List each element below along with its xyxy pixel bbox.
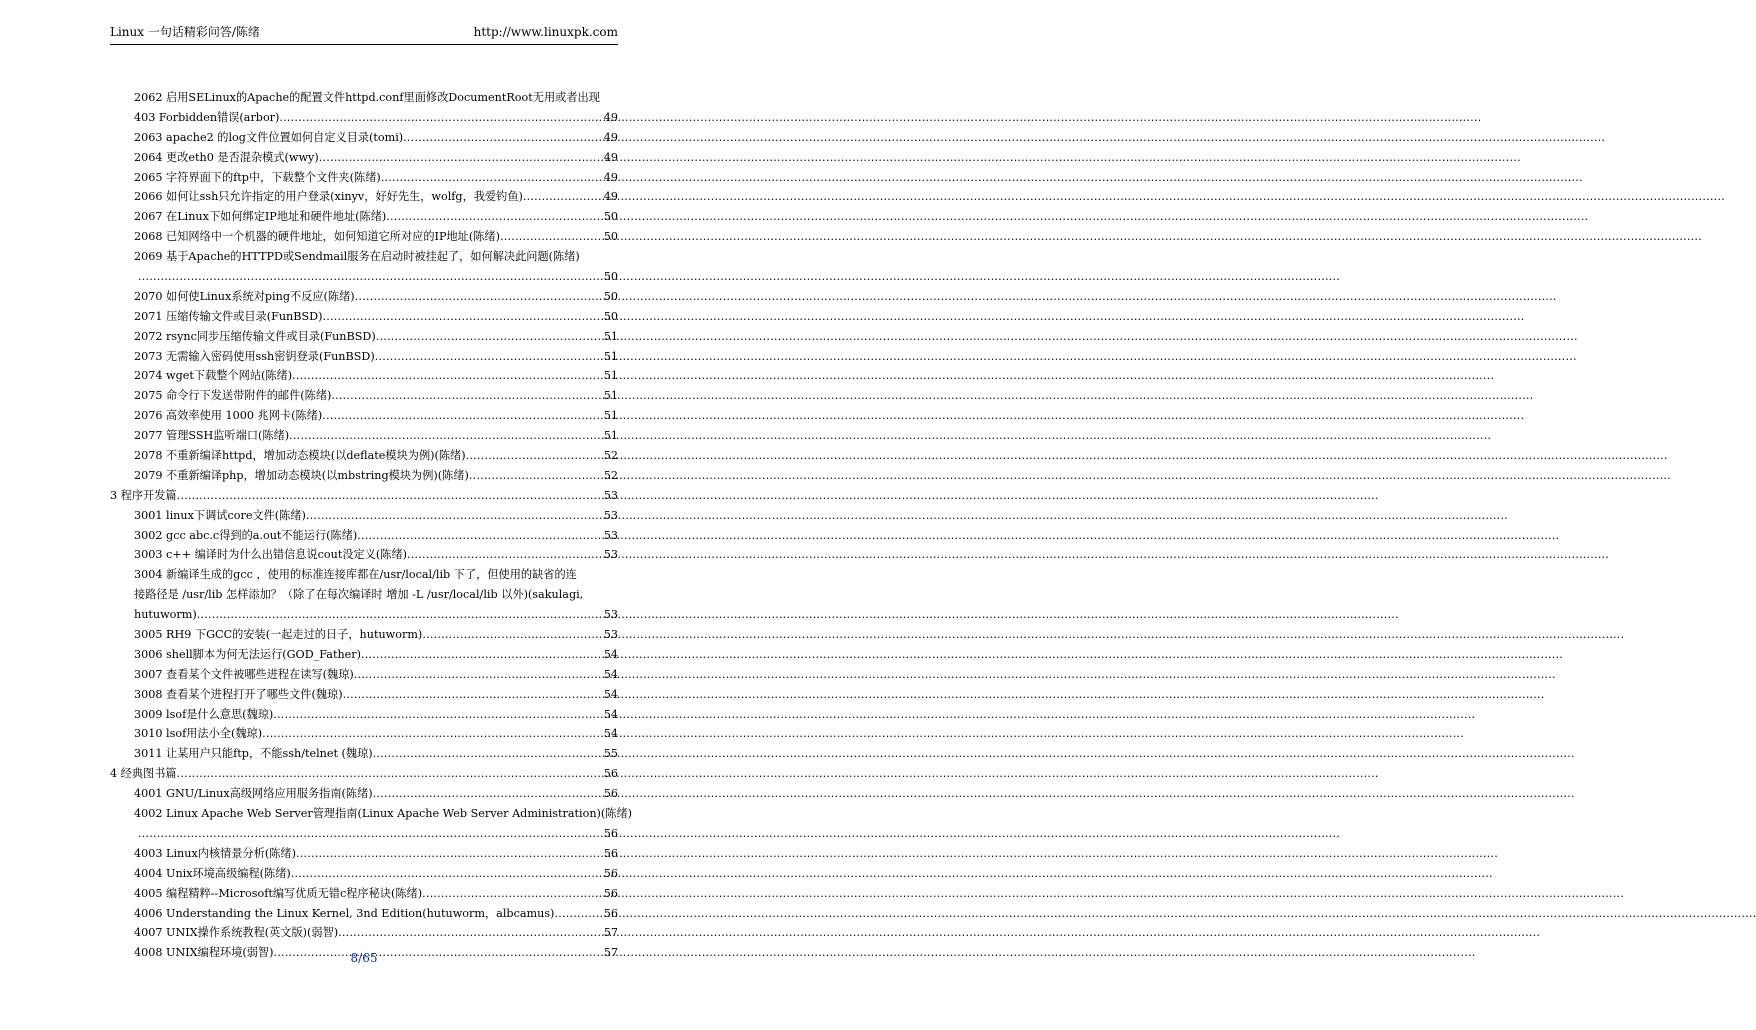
toc-leader-dots (373, 784, 604, 804)
toc-entry[interactable] (110, 406, 618, 426)
toc-leader-dots (138, 267, 604, 287)
toc-entry-title: 2072 rsync同步压缩传输文件或目录(FunBSD) (134, 329, 376, 343)
toc-leader-dots (422, 884, 604, 904)
toc-entry[interactable] (110, 386, 618, 406)
toc-page-number: 49 (603, 110, 618, 124)
toc-entry[interactable] (110, 665, 618, 685)
toc-page-number: 57 (603, 946, 618, 960)
toc-entry[interactable] (110, 227, 618, 247)
toc-page-number: 57 (603, 926, 618, 940)
toc-leader-dots (381, 168, 604, 188)
toc-entry-title: 4007 UNIX操作系统教程(英文版)(弱智) (134, 926, 339, 940)
toc-page-number: 54 (603, 647, 618, 661)
toc-entry-title: 4001 GNU/Linux高级网络应用服务指南(陈绪) (134, 787, 373, 801)
toc-entry-title: 3011 让某用户只能ftp，不能ssh/telnet (魏琼) (134, 747, 373, 761)
toc-entry[interactable] (110, 466, 618, 486)
toc-entry-title: 3008 查看某个进程打开了哪些文件(魏琼) (134, 687, 343, 701)
toc-entry-title: 4004 Unix环境高级编程(陈绪) (134, 866, 291, 880)
toc-entry-title: 4003 Linux内核情景分析(陈绪) (134, 846, 296, 860)
toc-entry-title: 2069 基于Apache的HTTPD或Sendmail服务在启动时被挂起了，如何解决此问题(陈绪) (134, 250, 580, 264)
toc-entry[interactable] (110, 804, 633, 824)
toc-page-number: 50 (603, 270, 618, 283)
toc-leader-dots (322, 307, 603, 327)
toc-leader-dots (554, 904, 603, 924)
toc-entry[interactable] (110, 446, 618, 466)
toc-leader-dots (296, 844, 604, 864)
header-title: Linux 一句话精彩问答/陈绪 (110, 25, 260, 39)
toc-entry[interactable] (110, 764, 618, 784)
toc-page-number: 50 (603, 289, 618, 303)
toc-entry[interactable] (110, 824, 618, 844)
toc-entry-title: 2063 apache2 的log文件位置如何自定义目录(tomi) (134, 130, 404, 144)
toc-entry-title: 4 经典图书篇 (110, 767, 177, 781)
toc-entry[interactable] (110, 506, 618, 526)
toc-leader-dots (262, 724, 604, 744)
toc-leader-dots (407, 545, 604, 565)
toc-leader-dots (279, 108, 603, 128)
toc-entry-title: 3009 lsof是什么意思(魏琼) (134, 707, 274, 721)
toc-leader-dots (292, 366, 604, 386)
toc-leader-dots (343, 685, 604, 705)
toc-entry[interactable] (110, 426, 618, 446)
toc-page-number: 49 (603, 170, 618, 184)
toc-entry[interactable] (110, 267, 618, 287)
toc-leader-dots (361, 645, 604, 665)
toc-leader-dots (375, 347, 604, 367)
toc-leader-dots (322, 406, 604, 426)
toc-leader-dots (386, 207, 604, 227)
toc-entry-title: 2073 无需输入密码使用ssh密钥登录(FunBSD) (134, 349, 375, 363)
toc-leader-dots (469, 466, 604, 486)
toc-entry[interactable] (110, 486, 618, 506)
toc-leader-dots (138, 824, 604, 844)
table-of-contents (110, 88, 633, 963)
toc-page-number: 53 (603, 488, 618, 502)
toc-entry[interactable] (110, 187, 618, 207)
toc-entry[interactable] (110, 645, 618, 665)
toc-page-number: 56 (603, 906, 618, 920)
toc-entry-title: 3 程序开发篇 (110, 488, 177, 502)
toc-entry-title: 3002 gcc abc.c得到的a.out不能运行(陈绪) (134, 528, 358, 542)
toc-page-number: 49 (603, 150, 618, 164)
toc-entry[interactable] (110, 625, 618, 645)
toc-page-number: 56 (603, 866, 618, 880)
toc-leader-dots (403, 128, 604, 148)
toc-entry-title: 403 Forbidden错误(arbor) (134, 110, 280, 124)
toc-page-number: 50 (603, 230, 618, 244)
toc-entry-title: 3010 lsof用法小全(魏琼) (134, 727, 263, 741)
toc-page-number: 56 (603, 787, 618, 801)
toc-entry[interactable] (110, 904, 618, 924)
toc-entry[interactable] (110, 366, 618, 386)
toc-leader-dots (197, 605, 604, 625)
toc-page-number: 49 (603, 190, 618, 204)
toc-leader-dots (500, 227, 604, 247)
toc-entry-title: hutuworm) (134, 608, 197, 622)
toc-entry-title: 3005 RH9 下GCC的安装(一起走过的日子，hutuworm) (134, 628, 423, 642)
toc-entry-title: 2070 如何使Linux系统对ping不反应(陈绪) (134, 289, 355, 303)
toc-entry[interactable] (110, 207, 618, 227)
toc-page-number: 53 (603, 608, 618, 622)
toc-entry[interactable] (110, 88, 618, 108)
toc-entry-title: 2065 字符界面下的ftp中，下载整个文件夹(陈绪) (134, 170, 381, 184)
toc-page-number: 53 (603, 528, 618, 542)
toc-page-number: 54 (603, 727, 618, 741)
toc-page-number: 51 (603, 429, 618, 443)
toc-entry[interactable] (110, 247, 618, 267)
toc-entry-title: 3001 linux下调试core文件(陈绪) (134, 508, 306, 522)
toc-leader-dots (355, 287, 604, 307)
toc-entry[interactable] (110, 585, 618, 605)
toc-page-number: 53 (603, 548, 618, 562)
toc-entry[interactable] (110, 108, 618, 128)
toc-entry[interactable] (110, 565, 618, 585)
toc-entry-title: 4008 UNIX编程环境(弱智) (134, 946, 274, 960)
toc-entry[interactable] (110, 545, 618, 565)
toc-entry-title: 3003 c++ 编译时为什么出错信息说cout没定义(陈绪) (134, 548, 408, 562)
toc-leader-dots (354, 665, 604, 685)
toc-entry-title: 2066 如何让ssh只允许指定的用户登录(xinyv，好好先生，wolfg，我爱钓鱼) (134, 190, 523, 204)
toc-leader-dots (373, 744, 604, 764)
toc-page-number: 52 (603, 449, 618, 463)
toc-leader-dots (273, 705, 603, 725)
toc-entry-title: 2077 管理SSH监听端口(陈绪) (134, 429, 290, 443)
toc-entry-title: 3004 新编译生成的gcc ，使用的标准连接库都在/usr/local/lib 下了，但使用的缺省的连 (134, 568, 577, 582)
toc-page-number: 54 (603, 687, 618, 701)
toc-entry[interactable] (110, 844, 618, 864)
toc-leader-dots (331, 386, 603, 406)
toc-entry[interactable] (110, 168, 618, 188)
toc-entry[interactable] (110, 287, 618, 307)
toc-page-number: 56 (603, 846, 618, 860)
toc-entry[interactable] (110, 884, 618, 904)
toc-leader-dots (319, 148, 604, 168)
toc-leader-dots (289, 426, 604, 446)
toc-page-number: 54 (603, 667, 618, 681)
toc-page-number: 53 (603, 508, 618, 522)
toc-entry[interactable] (110, 327, 618, 347)
toc-page-number: 51 (603, 329, 618, 343)
page-header (110, 24, 618, 40)
toc-page-number: 50 (603, 210, 618, 224)
toc-entry[interactable] (110, 148, 618, 168)
toc-entry-title: 3007 查看某个文件被哪些进程在读写(魏琼) (134, 667, 354, 681)
toc-page-number: 56 (603, 826, 618, 840)
toc-entry-title: 2068 已知网络中一个机器的硬件地址，如何知道它所对应的IP地址(陈绪) (134, 230, 500, 244)
toc-leader-dots (357, 526, 603, 546)
toc-page-number: 51 (603, 349, 618, 363)
toc-page-number: 49 (603, 130, 618, 144)
toc-entry[interactable] (110, 605, 618, 625)
toc-page-number: 51 (603, 369, 618, 383)
toc-page-number: 56 (603, 886, 618, 900)
toc-leader-dots (306, 506, 604, 526)
toc-entry-title: 4002 Linux Apache Web Server管理指南(Linux Apache Web Server Administration)(陈绪) (134, 807, 633, 821)
page-number: 8/65 (350, 951, 378, 965)
toc-page-number: 50 (603, 309, 618, 323)
toc-page-number: 51 (603, 409, 618, 423)
toc-entry-title: 2067 在Linux下如何绑定IP地址和硬件地址(陈绪) (134, 210, 387, 224)
toc-page-number: 53 (603, 628, 618, 642)
toc-page-number: 55 (603, 747, 618, 761)
toc-entry[interactable] (110, 923, 618, 943)
toc-leader-dots (177, 486, 604, 506)
toc-leader-dots (177, 764, 604, 784)
toc-entry[interactable] (110, 526, 618, 546)
toc-entry[interactable] (110, 784, 618, 804)
toc-entry-title: 2071 压缩传输文件或目录(FunBSD) (134, 309, 323, 323)
toc-leader-dots (338, 923, 604, 943)
toc-page-number: 54 (603, 707, 618, 721)
toc-entry-title: 2075 命令行下发送带附件的邮件(陈绪) (134, 389, 332, 403)
toc-entry-title: 2062 启用SELinux的Apache的配置文件httpd.conf里面修改DocumentRoot无用或者出现 (134, 90, 600, 104)
toc-leader-dots (466, 446, 604, 466)
toc-page-number: 56 (603, 767, 618, 781)
toc-entry-title: 4006 Understanding the Linux Kernel, 3nd Edition(hutuworm，albcamus) (134, 906, 555, 920)
toc-entry-title: 2074 wget下载整个网站(陈绪) (134, 369, 293, 383)
toc-entry-title: 2079 不重新编译php，增加动态模块(以mbstring模块为例)(陈绪) (134, 468, 469, 482)
toc-entry-title: 3006 shell脚本为何无法运行(GOD_Father) (134, 647, 361, 661)
toc-entry[interactable] (110, 705, 618, 725)
header-url: http://www.linuxpk.com (473, 25, 618, 39)
toc-entry[interactable] (110, 347, 618, 367)
toc-entry[interactable] (110, 744, 618, 764)
toc-leader-dots (422, 625, 603, 645)
toc-entry-title: 2078 不重新编译httpd，增加动态模块(以deflate模块为例)(陈绪) (134, 449, 466, 463)
toc-page-number: 51 (603, 389, 618, 403)
toc-leader-dots (523, 187, 604, 207)
header-divider (110, 44, 618, 45)
toc-entry[interactable] (110, 685, 618, 705)
toc-entry[interactable] (110, 307, 618, 327)
toc-entry-title: 2064 更改eth0 是否混杂模式(wwy) (134, 150, 319, 164)
toc-entry-title: 4005 编程精粹--Microsoft编写优质无错c程序秘诀(陈绪) (134, 886, 423, 900)
toc-entry[interactable] (110, 128, 618, 148)
toc-entry[interactable] (110, 725, 618, 745)
toc-entry-title: 2076 高效率使用 1000 兆网卡(陈绪) (134, 409, 323, 423)
toc-leader-dots (376, 327, 604, 347)
toc-entry[interactable] (110, 864, 618, 884)
toc-page-number: 52 (603, 468, 618, 482)
toc-entry-title: 接路径是 /usr/lib 怎样添加？（除了在每次编译时 增加 -L /usr/local/lib 以外)(sakulagi, (134, 588, 584, 602)
toc-leader-dots (291, 864, 604, 884)
